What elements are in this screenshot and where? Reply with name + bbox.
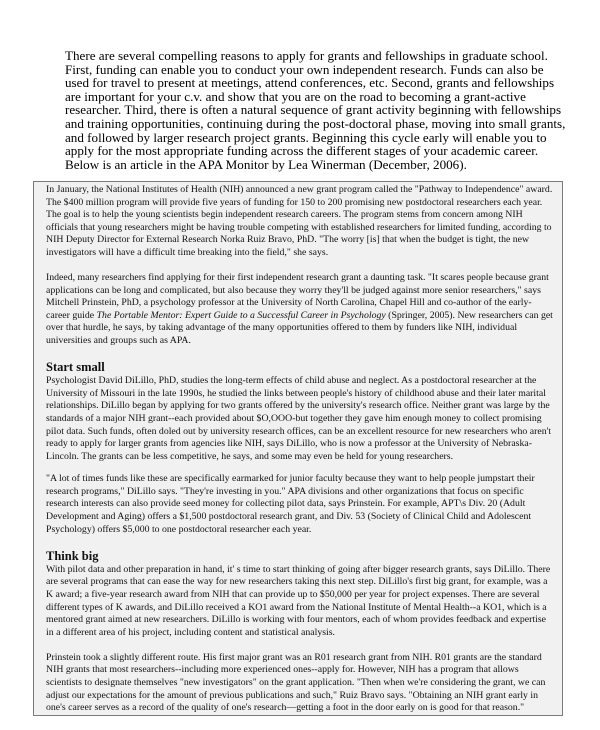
article-paragraph-3: Psychologist David DiLillo, PhD, studies the long-term effects of child abuse and neglect. As a postdoctoral researcher at the University of Missouri in the late 1990s, he studied the links between people's history of childhood abuse and their later marital relationships. DiLillo began by applying for two grants offered by the university's research office. Neither grant was large by the standards of a major NIH grant--each provided about $O,OOO-but together they gave him enough money to collect promising pilot data. Such funds, often doled out by university research offices, can be an excellent resource for new researchers who aren't ready to apply for larger grants from agencies like NIH, says DiLillo, who is now a professor at the University of Nebraska-Lincoln. The grants can be less competitive, he says, and some may even be held for young researchers. (46, 375, 552, 462)
intro-paragraph: There are several compelling reasons to apply for grants and fellowships in graduate school. First, funding can enable you to conduct your own independent research. Funds can also be used for travel to present at meetings, attend conferences, etc. Second, grants and fellowships are important for your c.v. and show that you are on the road to becoming a grant-active researcher. Third, there is often a natural sequence of grant activity beginning with fellowships and training opportunities, continuing during the post-doctoral phase, moving into small grants, and followed by larger research project grants. Beginning this cycle early will enable you to apply for the most appropriate funding across the different stages of your academic career. Below is an article in the APA Monitor by Lea Winerman (December, 2006). (65, 48, 566, 172)
article-paragraph-2-end: (Springer, 2005). New researchers can get over that hurdle, he says, by taking advantage of the many opportunities offered to them by funders like NIH, individual universities and groups such as APA. (46, 309, 553, 347)
article-paragraph-1: In January, the National Institutes of Health (NIH) announced a new grant program called the "Pathway to Independence" award. The $400 million program will provide five years of funding for 150 to 200 promising new postdoctoral researchers each year. The goal is to help the young scientists begin independent research careers. The program stems from concern among NIH officials that young researchers might be having trouble competing with established researchers for limited funding, according to NIH Deputy Director for External Research Norka Ruiz Bravo, PhD. "The worry [is] that when the budget is tight, the new investigators will have a difficult time breaking into the field," she says. (46, 184, 553, 258)
article-paragraph-6: Prinstein took a slightly different route. His first major grant was an R01 research grant from NIH. R01 grants are the standard NIH grants that most researchers--including more experienced ones--apply for. However, NIH has a program that allows scientists to designate themselves "new investigators" on the grant application. "Then when we're considering the grant, we can adjust our expectations for the amount of previous publications and such," Ruiz Bravo says. "Obtaining an NIH grant early in one's career serves as a record of the quality of one's research—getting a foot in the door early on is good for that reason." (46, 651, 546, 714)
article-paragraph-4: "A lot of times funds like these are specifically earmarked for junior faculty because they want to help people jumpstart their research programs," DiLillo says. "They're investing in you." APA divisions and other organizations that focus on specific research interests can also provide seed money for collecting pilot data, says Prinstein. For example, APT\s Div. 20 (Adult Development and Aging) offers a $1,500 postdoctoral research grant, and Div. 53 (Society of Clinical Child and Adolescent Psychology) offers $5,000 to one postdoctoral researcher each year. (46, 473, 535, 535)
article-paragraph-5: With pilot data and other preparation in hand, it' s time to start thinking of going after bigger research grants, says DiLillo. There are several programs that can ease the way for new researchers taking this next step. DiLillo's first big grant, for example, was a K award; a five-year research award from NIH that can provide up to $50,000 per year for project expenses. There are several different types of K awards, and DiLillo received a KO1 award from the National Institute of Mental Health--a KO1, which is a mentored grant aimed at new researchers. DiLillo is working with four mentors, each of whom provides feedback and expertise in a different area of his project, including content and statistical analysis. (46, 563, 551, 638)
article-paragraph-2-start: Indeed, many researchers find applying for their first independent research grant a daunting task. "It scares people because grant applications can be long and complicated, but also because they worry they'll be judged against more senior researchers," says Mitchell Prinstein, PhD, a psychology professor at the University of North Carolina, Chapel Hill and co-author of the early-career guide (46, 272, 549, 321)
article-paragraph-2 (46, 272, 554, 348)
book-title: The Portable Mentor: Expert Guide to a Successful Career in Psychology (96, 309, 386, 321)
heading-start-small: Start small (46, 360, 105, 375)
article-box (33, 181, 563, 716)
heading-think-big: Think big (46, 548, 99, 563)
